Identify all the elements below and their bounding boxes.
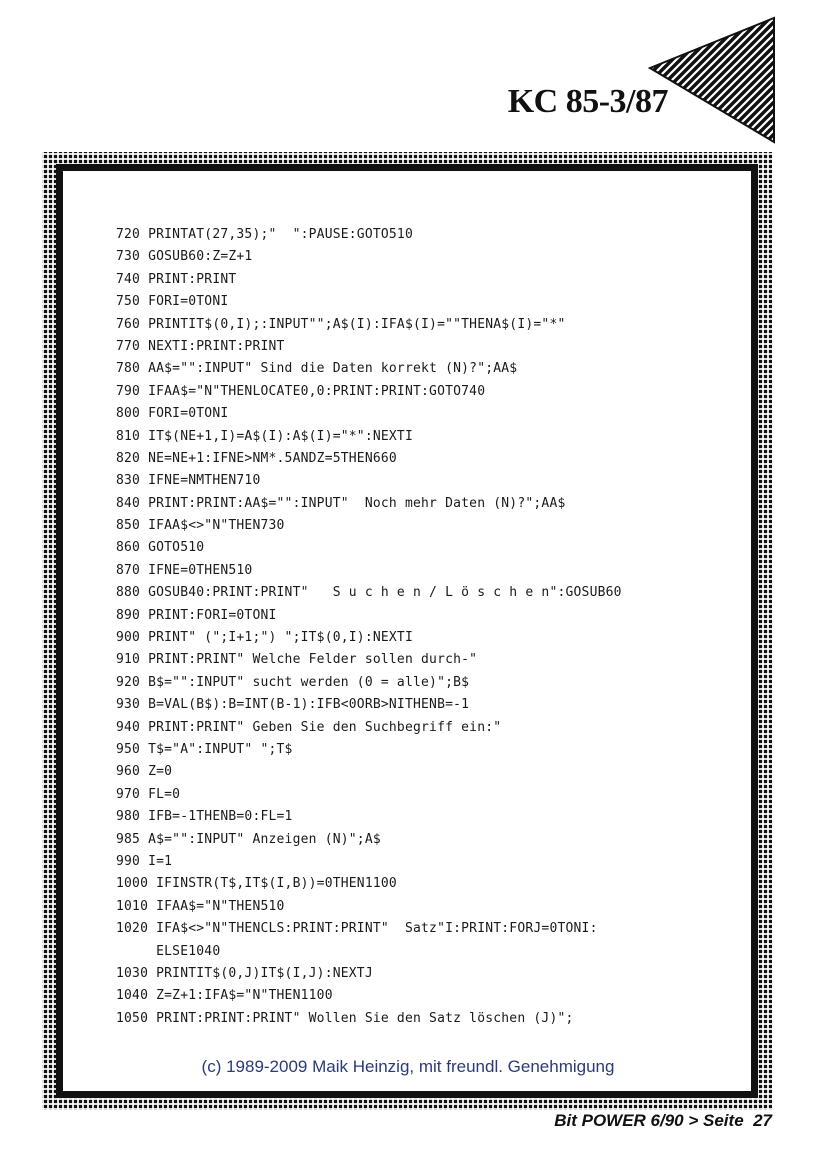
code-line: 820 NE=NE+1:IFNE>NM*.5ANDZ=5THEN660 [116,450,397,466]
code-line: 720 PRINTAT(27,35);" ":PAUSE:GOTO510 [116,227,413,242]
code-line: 950 T$="A":INPUT" ";T$ [116,741,293,757]
basic-program-listing [116,224,622,1030]
code-line: ELSE1040 [116,943,221,959]
code-line: 800 FORI=0TONI [116,406,229,422]
code-line: 1020 IFA$<>"N"THENCLS:PRINT:PRINT" Satz"I:PRINT:FORJ=0TONI: [116,921,598,937]
code-line: 980 IFB=-1THENB=0:FL=1 [116,809,293,825]
code-line: 750 FORI=0TONI [116,294,229,310]
corner-decoration [0,0,816,160]
code-line: 730 GOSUB60:Z=Z+1 [116,249,253,265]
code-line: 760 PRINTIT$(0,I);:INPUT"";A$(I):IFA$(I)=""THENA$(I)="*" [116,316,566,332]
code-line: 830 IFNE=NMTHEN710 [116,473,261,489]
code-line: 1050 PRINT:PRINT:PRINT" Wollen Sie den Satz löschen (J)"; [116,1010,574,1026]
code-line: 860 GOTO510 [116,540,205,556]
code-line: 910 PRINT:PRINT" Welche Felder sollen durch-" [116,652,478,668]
code-line: 985 A$="":INPUT" Anzeigen (N)";A$ [116,831,381,847]
code-line: 1040 Z=Z+1:IFA$="N"THEN1100 [116,988,333,1004]
code-line: 990 I=1 [116,853,173,869]
code-line: 840 PRINT:PRINT:AA$="":INPUT" Noch mehr Daten (N)?";AA$ [116,495,566,511]
code-line: 940 PRINT:PRINT" Geben Sie den Suchbegriff ein:" [116,719,502,735]
code-line: 740 PRINT:PRINT [116,271,237,287]
code-line: 1010 IFAA$="N"THEN510 [116,898,285,914]
masthead-title: KC 85-3/87 [507,83,668,120]
code-line: 930 B=VAL(B$):B=INT(B-1):IFB<0ORB>NITHENB=-1 [116,697,470,713]
code-line: 900 PRINT" (";I+1;") ";IT$(0,I):NEXTI [116,630,413,646]
code-line: 790 IFAA$="N"THENLOCATE0,0:PRINT:PRINT:GOTO740 [116,383,486,399]
code-line: 770 NEXTI:PRINT:PRINT [116,338,285,354]
code-line: 780 AA$="":INPUT" Sind die Daten korrekt (N)?";AA$ [116,361,518,377]
code-line: 960 Z=0 [116,764,173,780]
code-line: 1000 IFINSTR(T$,IT$(I,B))=0THEN1100 [116,876,397,892]
code-line: 970 FL=0 [116,786,181,802]
code-line: 850 IFAA$<>"N"THEN730 [116,518,285,534]
code-line: 810 IT$(NE+1,I)=A$(I):A$(I)="*":NEXTI [116,428,413,444]
code-line: 920 B$="":INPUT" sucht werden (0 = alle)";B$ [116,674,470,690]
code-line: 1030 PRINTIT$(0,J)IT$(I,J):NEXTJ [116,965,373,981]
code-line: 870 IFNE=0THEN510 [116,562,253,578]
code-line: 880 GOSUB40:PRINT:PRINT" S u c h e n / L ö s c h e n":GOSUB60 [116,585,622,601]
page-footer: Bit POWER 6/90 > Seite 27 [554,1111,772,1130]
copyright-notice: (c) 1989-2009 Maik Heinzig, mit freundl. Genehmigung [201,1057,615,1076]
code-line: 890 PRINT:FORI=0TONI [116,607,277,623]
